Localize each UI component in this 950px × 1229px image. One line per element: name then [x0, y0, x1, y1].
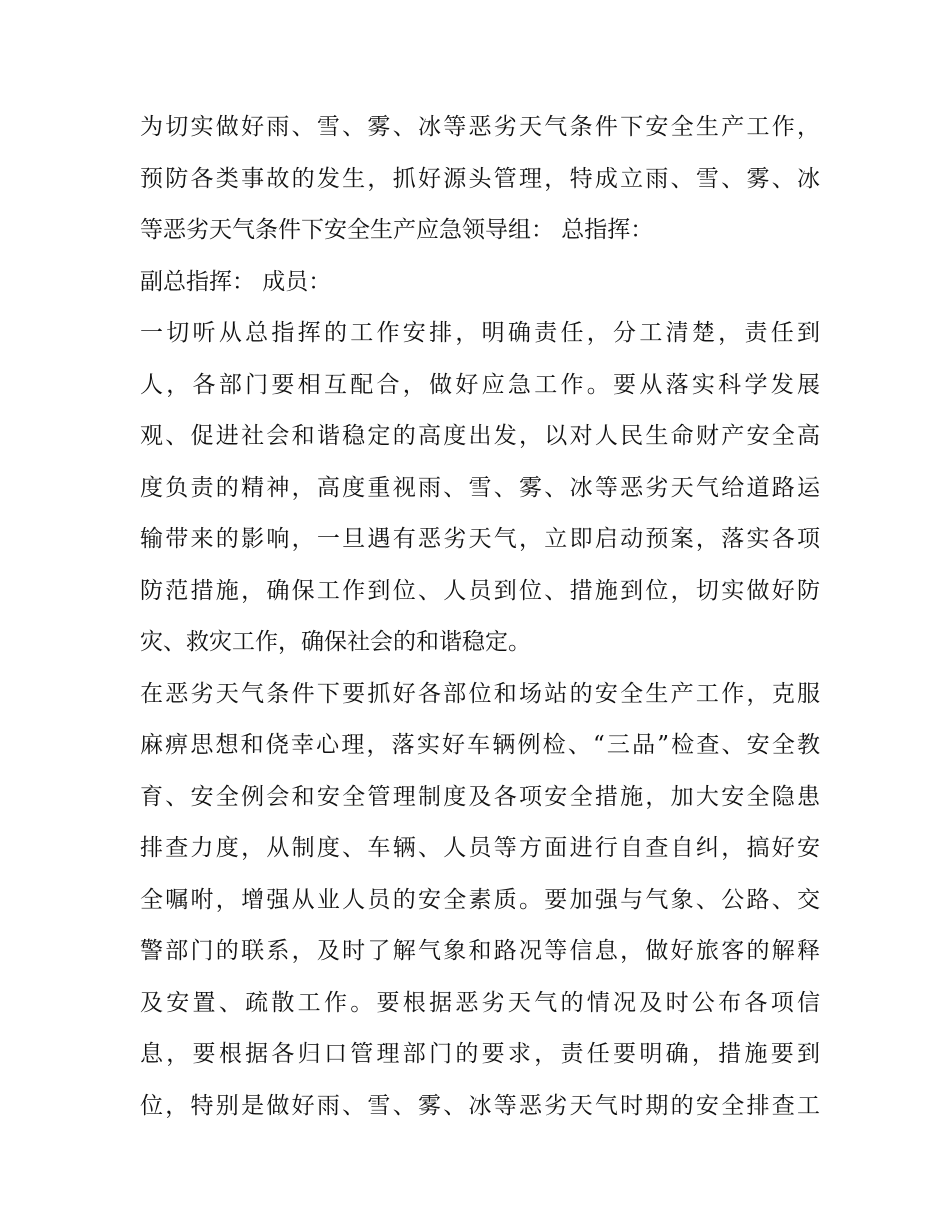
text-line: 预防各类事故的发生，抓好源头管理，特成立雨、雪、雾、冰 — [140, 165, 820, 192]
text-line: 排查力度，从制度、车辆、人员等方面进行自查自纠，搞好安 — [140, 835, 820, 861]
text-line: 一切听从总指挥的工作安排，明确责任，分工清楚，责任到 — [140, 320, 820, 346]
text-line: 警部门的联系，及时了解气象和路况等信息，做好旅客的解释 — [140, 938, 820, 964]
text-line: 防范措施，确保工作到位、人员到位、措施到位，切实做好防 — [140, 577, 820, 604]
text-line: 副总指挥： 成员： — [140, 268, 332, 295]
text-line: 在恶劣天气条件下要抓好各部位和场站的安全生产工作，克服 — [140, 680, 820, 707]
text-line: 人，各部门要相互配合，做好应急工作。要从落实科学发展 — [140, 371, 820, 398]
text-line: 全嘱咐，增强从业人员的安全素质。要加强与气象、公路、交 — [140, 886, 820, 913]
document-body — [140, 102, 820, 1132]
text-line: 输带来的影响，一旦遇有恶劣天气，立即启动预案，落实各项 — [140, 526, 820, 552]
text-line: 育、安全例会和安全管理制度及各项安全措施，加大安全隐患 — [140, 783, 820, 810]
text-line: 及安置、疏散工作。要根据恶劣天气的情况及时公布各项信 — [140, 989, 820, 1016]
text-line: 位，特别是做好雨、雪、雾、冰等恶劣天气时期的安全排查工 — [140, 1092, 820, 1119]
text-line: 观、促进社会和谐稳定的高度出发，以对人民生命财产安全高 — [140, 423, 820, 449]
text-line: 等恶劣天气条件下安全生产应急领导组： 总指挥： — [140, 217, 654, 243]
text-line: 麻痹思想和侥幸心理，落实好车辆例检、“三品”检查、安全教 — [140, 732, 820, 758]
text-line: 为切实做好雨、雪、雾、冰等恶劣天气条件下安全生产工作， — [140, 114, 820, 140]
text-line: 灾、救灾工作，确保社会的和谐稳定。 — [140, 629, 531, 655]
text-line: 度负责的精神，高度重视雨、雪、雾、冰等恶劣天气给道路运 — [140, 474, 820, 501]
text-line: 息，要根据各归口管理部门的要求，责任要明确，措施要到 — [140, 1041, 820, 1067]
